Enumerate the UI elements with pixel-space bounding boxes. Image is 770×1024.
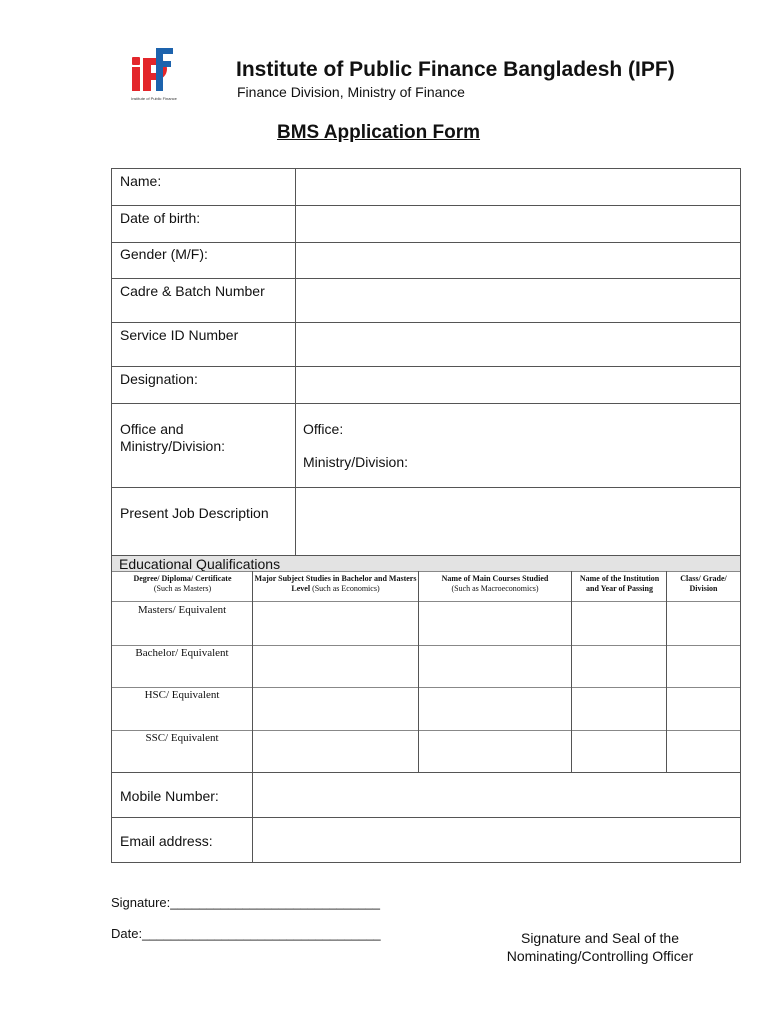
- col-main-courses: Name of Main Courses Studied (Such as Macroeconomics): [441, 574, 549, 593]
- col-institution: Name of the Institution and Year of Passing: [579, 574, 660, 593]
- cadre-label: Cadre & Batch Number: [120, 283, 265, 299]
- dob-field[interactable]: [296, 206, 740, 242]
- designation-field[interactable]: [296, 367, 740, 403]
- dob-label: Date of birth:: [120, 210, 201, 226]
- job-description-label: Present Job Description: [120, 505, 269, 521]
- col-class-grade: Class/ Grade/ Division: [680, 574, 727, 593]
- date-line[interactable]: Date:_________________________________: [111, 926, 381, 941]
- office-sublabel[interactable]: Office:: [303, 421, 344, 437]
- seal-caption: Signature and Seal of the Nominating/Controlling Officer: [506, 930, 694, 964]
- signature-line[interactable]: Signature:_____________________________: [111, 895, 380, 910]
- service-id-label: Service ID Number: [120, 327, 239, 343]
- email-label: Email address:: [120, 833, 213, 849]
- email-field[interactable]: [253, 818, 740, 862]
- logo-caption: Institute of Public Finance: [131, 96, 177, 101]
- row-bachelor: Bachelor/ Equivalent: [135, 647, 229, 659]
- mobile-label: Mobile Number:: [120, 788, 219, 804]
- logo-i-stem: [132, 67, 140, 91]
- name-field[interactable]: [296, 169, 740, 205]
- ipf-logo: [126, 46, 182, 104]
- cadre-field[interactable]: [296, 279, 740, 322]
- logo-i-dot: [132, 57, 140, 65]
- form-title: BMS Application Form: [277, 122, 481, 143]
- gender-field[interactable]: [296, 243, 740, 278]
- org-subtitle: Finance Division, Ministry of Finance: [237, 84, 465, 100]
- mobile-field[interactable]: [253, 773, 740, 817]
- row-masters: Masters/ Equivalent: [137, 604, 227, 616]
- name-label: Name:: [120, 173, 162, 189]
- education-title: Educational Qualifications: [119, 556, 281, 572]
- col-degree: Degree/ Diploma/ Certificate (Such as Masters): [133, 574, 232, 593]
- org-title: Institute of Public Finance Bangladesh (IPF): [236, 58, 675, 81]
- office-ministry-label: Office and Ministry/Division:: [120, 421, 226, 454]
- job-description-field[interactable]: [296, 488, 740, 555]
- gender-label: Gender (M/F):: [120, 246, 208, 262]
- row-ssc: SSC/ Equivalent: [145, 732, 219, 744]
- col-major-subject: Major Subject Studies in Bachelor and Masters Level (Such as Economics): [254, 574, 417, 593]
- ministry-sublabel[interactable]: Ministry/Division:: [303, 454, 409, 470]
- service-id-field[interactable]: [296, 323, 740, 366]
- designation-label: Designation:: [120, 371, 198, 387]
- row-hsc: HSC/ Equivalent: [144, 689, 220, 701]
